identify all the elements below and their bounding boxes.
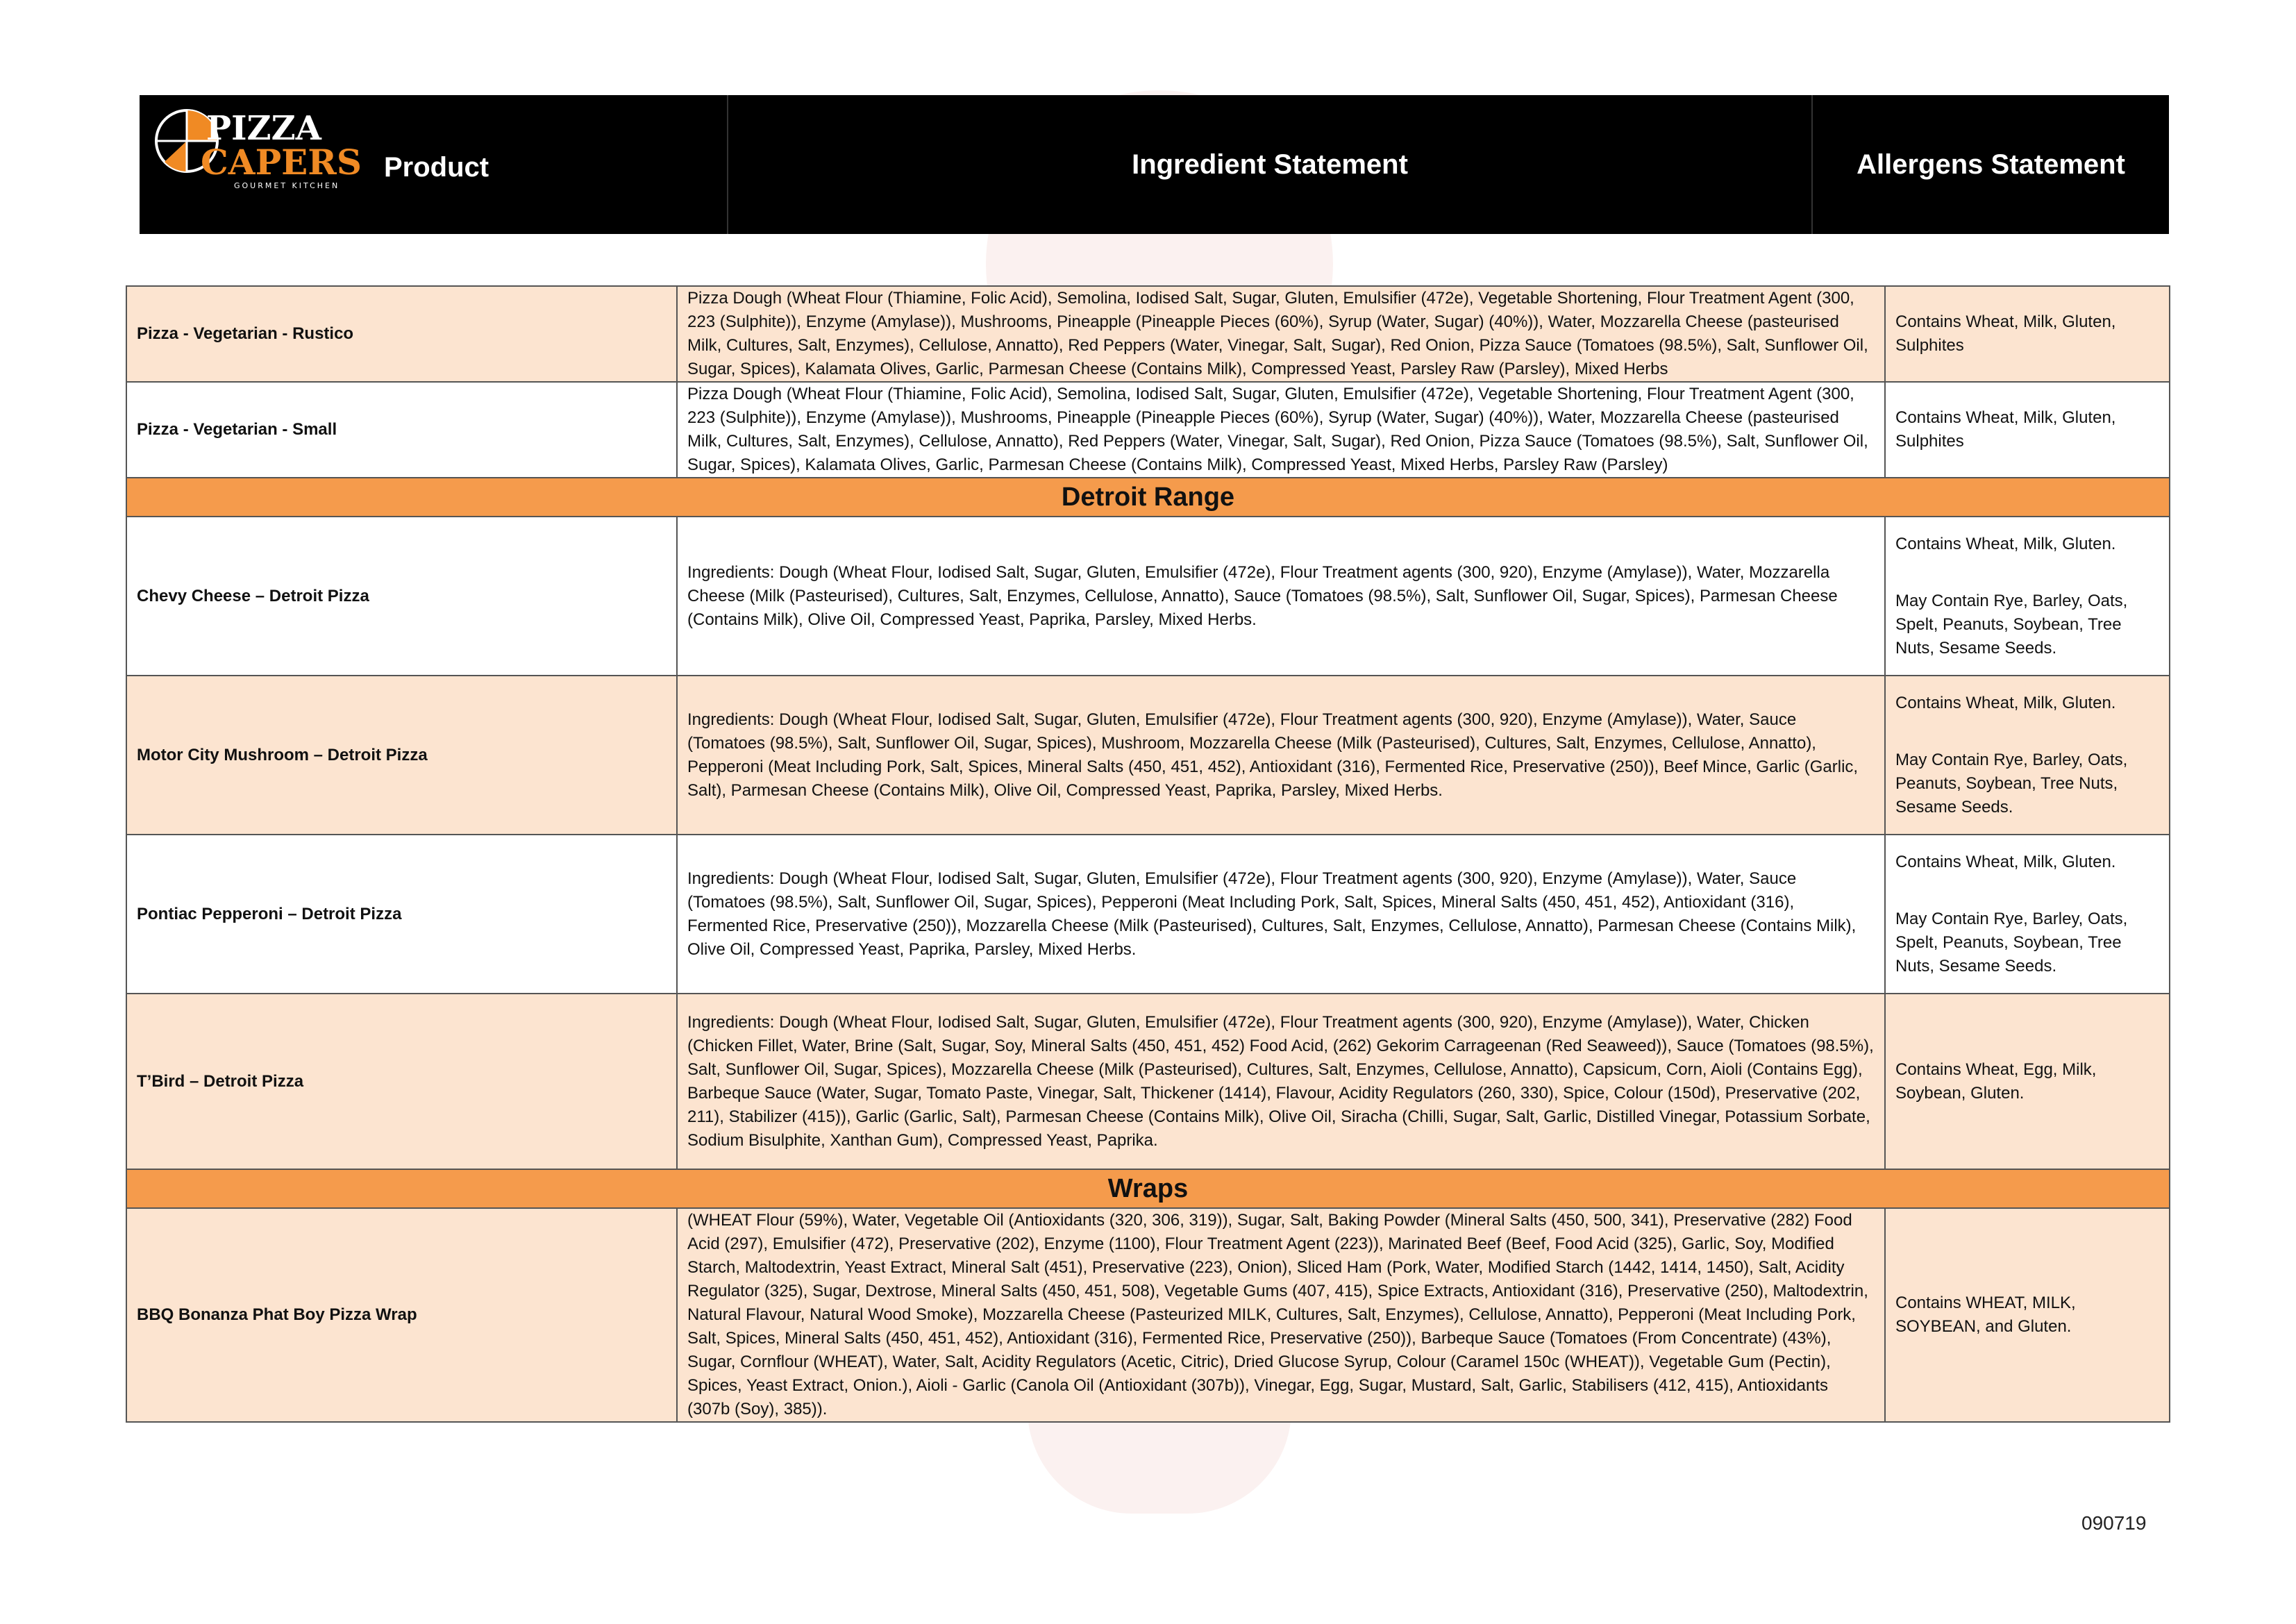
section-header-wraps: [126, 1169, 2170, 1208]
table-row: [126, 1208, 2170, 1422]
ingredient-text: Ingredients: Dough (Wheat Flour, Iodised Salt, Sugar, Gluten, Emulsifier (472e), Flour Treatment agents (300, 920), Enzyme (Amylase)), Water, Mozzarella Cheese (Milk (Pasteurised), Cultures, Salt, Enzymes, Cellulose, Annatto), Sauce (Tomatoes (98.5%), Salt, Sunflower Oil, Sugar, Spices), Parmesan Cheese (Contains Milk), Olive Oil, Compressed Yeast, Paprika, Parsley, Mixed Herbs.: [677, 517, 1885, 676]
allergen-cell: [1885, 286, 2170, 382]
allergen-may-contain: May Contain Rye, Barley, Oats, Spelt, Peanuts, Soybean, Tree Nuts, Sesame Seeds.: [1895, 591, 2128, 658]
ingredient-text: Ingredients: Dough (Wheat Flour, Iodised Salt, Sugar, Gluten, Emulsifier (472e), Flour Treatment agents (300, 920), Enzyme (Amylase)), Water, Chicken (Chicken Fillet, Water, Brine (Salt, Sugar, Soy, Mineral Salts (450, 451, 452) Food Acid, (262) Gekorim Carrageenan (Red Seaweed)), Sauce (Tomatoes (98.5%), Salt, Sunflower Oil, Sugar, Spices), Mozzarella Cheese (Milk (Pasteurised), Cultures, Salt, Enzymes, Cellulose, Annatto), Capsicum, Corn, Aioli (Contains Egg), Barbeque Sauce (Water, Sugar, Tomato Paste, Vinegar, Salt, Thickener (1414), Flavour, Acidity Regulators (260, 330), Spice, Colour (150d), Preservative (202, 211), Stabilizer (415)), Garlic (Garlic, Salt), Parmesan Cheese (Contains Milk), Olive Oil, Siracha (Chilli, Sugar, Salt, Garlic, Distilled Vinegar, Potassium Sorbate, Sodium Bisulphite, Xanthan Gum), Compressed Yeast, Paprika.: [677, 994, 1885, 1169]
allergen-contains: Contains Wheat, Egg, Milk, Soybean, Gluten.: [1895, 1060, 2097, 1103]
table-row: [126, 676, 2170, 835]
allergen-contains: Contains Wheat, Milk, Gluten, Sulphites: [1895, 312, 2116, 355]
product-name: Pontiac Pepperoni – Detroit Pizza: [126, 835, 677, 994]
ingredients-table: [126, 285, 2170, 1423]
ingredient-text: (WHEAT Flour (59%), Water, Vegetable Oil (Antioxidants (320, 306, 319)), Sugar, Salt, Baking Powder (Mineral Salts (450, 500, 341), Preservative (282) Food Acid (297), Emulsifier (472), Preservative (202), Enzyme (1100), Flour Treatment Agent (223)), Marinated Beef (Beef, Food Acid (325), Garlic, Soy, Modified Starch, Maltodextrin, Yeast Extract, Mineral Salt (451), Preservative (223), Onion), Sliced Ham (Pork, Water, Modified Starch (1442, 1414, 1450), Salt, Acidity Regulator (325), Sugar, Dextrose, Mineral Salts (450, 451, 508), Vegetable Gums (407, 415), Spice Extracts, Antioxidant (316), Preservative (250), Maltodextrin, Natural Flavour, Natural Wood Smoke), Mozzarella Cheese (Pasteurized MILK, Cultures, Salt, Enzymes), Cellulose, Annatto), Pepperoni (Meat Including Pork, Salt, Spices, Mineral Salts (450, 451, 452), Antioxidant (316), Fermented Rice, Preservative (250)), Barbeque Sauce (Tomatoes (From Concentrate) (43%), Sugar, Cornflour (WHEAT), Water, Salt, Acidity Regulators (Acetic, Citric), Dried Glucose Syrup, Colour (Caramel 150c (WHEAT)), Vegetable Gum (Pectin), Spices, Yeast Extract, Onion.), Aioli - Garlic (Canola Oil (Antioxidant (307b)), Vinegar, Egg, Sugar, Mustard, Salt, Garlic, Stabilisers (412, 415), Antioxidants (307b (Soy), 385)).: [677, 1208, 1885, 1422]
allergen-may-contain: May Contain Rye, Barley, Oats, Spelt, Peanuts, Soybean, Tree Nuts, Sesame Seeds.: [1895, 909, 2128, 976]
allergen-cell: [1885, 676, 2170, 835]
allergen-contains: Contains Wheat, Milk, Gluten.: [1895, 852, 2116, 871]
allergen-cell: [1885, 1208, 2170, 1422]
ingredient-text: Pizza Dough (Wheat Flour (Thiamine, Folic Acid), Semolina, Iodised Salt, Sugar, Gluten, Emulsifier (472e), Vegetable Shortening, Flour Treatment Agent (300, 223 (Sulphite)), Enzyme (Amylase)), Mushrooms, Pineapple (Pineapple Pieces (60%), Syrup (Water, Sugar) (40%)), Water, Mozzarella Cheese (pasteurised Milk, Cultures, Salt, Enzymes), Cellulose, Annatto), Red Peppers (Water, Vinegar, Salt, Sugar), Red Onion, Pizza Sauce (Tomatoes (98.5%), Salt, Sunflower Oil, Sugar, Spices), Kalamata Olives, Garlic, Parmesan Cheese (Contains Milk), Compressed Yeast, Mixed Herbs, Parsley Raw (Parsley): [677, 382, 1885, 478]
header-ingredient-label: Ingredient Statement: [1132, 149, 1408, 180]
ingredient-text: Ingredients: Dough (Wheat Flour, Iodised Salt, Sugar, Gluten, Emulsifier (472e), Flour Treatment agents (300, 920), Enzyme (Amylase)), Water, Sauce (Tomatoes (98.5%), Salt, Sunflower Oil, Sugar, Spices), Pepperoni (Meat Including Pork, Salt, Spices, Mineral Salts (450, 451, 452), Antioxidant (316), Fermented Rice, Preservative (250)), Mozzarella Cheese (Milk (Pasteurised), Cultures, Salt, Enzymes, Cellulose, Annatto), Parmesan Cheese (Contains Milk), Olive Oil, Compressed Yeast, Paprika, Parsley, Mixed Herbs.: [677, 835, 1885, 994]
ingredient-text: Pizza Dough (Wheat Flour (Thiamine, Folic Acid), Semolina, Iodised Salt, Sugar, Gluten, Emulsifier (472e), Vegetable Shortening, Flour Treatment Agent (300, 223 (Sulphite)), Enzyme (Amylase)), Mushrooms, Pineapple (Pineapple Pieces (60%), Syrup (Water, Sugar) (40%)), Water, Mozzarella Cheese (pasteurised Milk, Cultures, Salt, Enzymes), Cellulose, Annatto), Red Peppers (Water, Vinegar, Salt, Sugar), Red Onion, Pizza Sauce (Tomatoes (98.5%), Salt, Sunflower Oil, Sugar, Spices), Kalamata Olives, Garlic, Parmesan Cheese (Contains Milk), Compressed Yeast, Parsley Raw (Parsley), Mixed Herbs: [677, 286, 1885, 382]
table-row: [126, 382, 2170, 478]
header-allergen-label: Allergens Statement: [1857, 149, 2125, 180]
section-header-detroit: [126, 478, 2170, 517]
allergen-cell: [1885, 835, 2170, 994]
allergen-cell: [1885, 517, 2170, 676]
allergen-contains: Contains Wheat, Milk, Gluten, Sulphites: [1895, 408, 2116, 451]
product-name: Pizza - Vegetarian - Rustico: [126, 286, 677, 382]
pizza-capers-logo: [152, 99, 362, 196]
product-name: T’Bird – Detroit Pizza: [126, 994, 677, 1169]
product-name: Motor City Mushroom – Detroit Pizza: [126, 676, 677, 835]
product-name: Pizza - Vegetarian - Small: [126, 382, 677, 478]
product-name: BBQ Bonanza Phat Boy Pizza Wrap: [126, 1208, 677, 1422]
allergen-cell: [1885, 994, 2170, 1169]
logo-line1: PIZZA: [206, 109, 321, 148]
table-row: [126, 517, 2170, 676]
ingredient-text: Ingredients: Dough (Wheat Flour, Iodised Salt, Sugar, Gluten, Emulsifier (472e), Flour Treatment agents (300, 920), Enzyme (Amylase)), Water, Sauce (Tomatoes (98.5%), Salt, Sunflower Oil, Sugar, Spices), Mushroom, Mozzarella Cheese (Milk (Pasteurised), Cultures, Salt, Enzymes, Cellulose, Annatto), Pepperoni (Meat Including Pork, Salt, Spices, Mineral Salts (450, 451, 452), Antioxidant (316), Fermented Rice, Preservative (250)), Beef Mince, Garlic (Garlic, Salt), Parmesan Cheese (Contains Milk), Olive Oil, Compressed Yeast, Paprika, Parsley, Mixed Herbs.: [677, 676, 1885, 835]
header-product-label: Product: [384, 152, 489, 183]
allergen-contains: Contains Wheat, Milk, Gluten.: [1895, 534, 2116, 553]
table-row: [126, 835, 2170, 994]
table-row: [126, 286, 2170, 382]
section-title: Detroit Range: [126, 478, 2170, 517]
header-bar: [140, 95, 2169, 234]
header-allergen-cell: [1813, 95, 2169, 234]
allergen-contains: Contains Wheat, Milk, Gluten.: [1895, 693, 2116, 712]
allergen-cell: [1885, 382, 2170, 478]
product-name: Chevy Cheese – Detroit Pizza: [126, 517, 677, 676]
logo-line2: CAPERS: [201, 142, 362, 183]
section-title: Wraps: [126, 1169, 2170, 1208]
document-code: 090719: [2081, 1512, 2147, 1534]
allergen-contains: Contains WHEAT, MILK, SOYBEAN, and Gluten.: [1895, 1294, 2076, 1336]
table-row: [126, 994, 2170, 1169]
header-product-cell: [140, 95, 728, 234]
allergen-may-contain: May Contain Rye, Barley, Oats, Peanuts, Soybean, Tree Nuts, Sesame Seeds.: [1895, 750, 2128, 817]
header-ingredient-cell: [728, 95, 1813, 234]
logo-tagline: GOURMET KITCHEN: [234, 181, 340, 190]
